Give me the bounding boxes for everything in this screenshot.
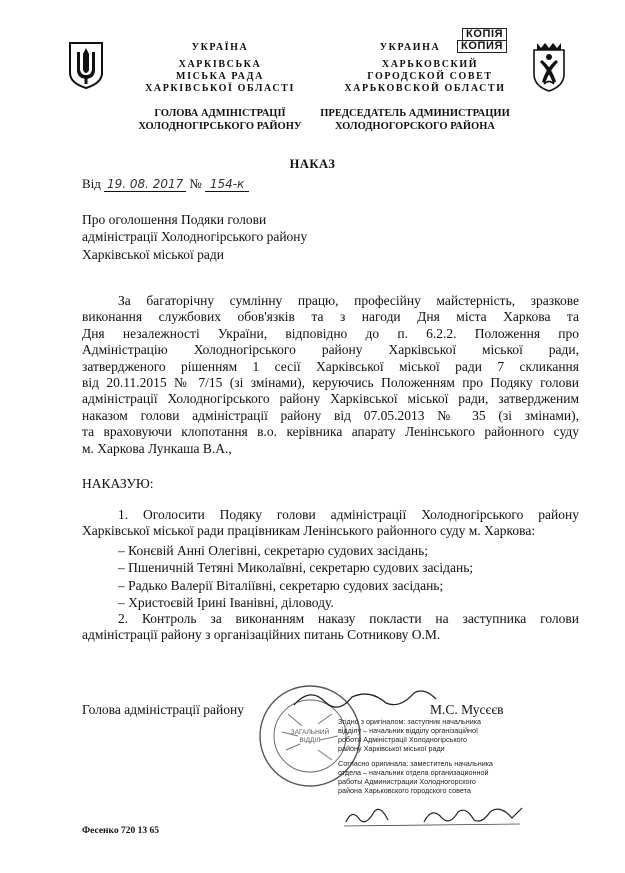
list-item: – Радько Валерії Віталіївні, секретарю судових засідань; [118,577,444,593]
date-number-line [82,176,302,194]
item2-line: адміністрації району з організаційних питань Сотникову О.М. [82,627,441,643]
preamble-line: від 20.11.2015 № 7/15 (зі змінами), керуючись Положенням про Подяку голови [82,375,579,391]
header-right-council-1: ХАРЬКОВСКИЙ [381,59,479,70]
item1-line: 1. Оголосити Подяку голови адміністрації Холодногірського району [118,507,579,522]
signature-position: Голова адміністрації району [82,702,244,717]
approval-line: работы Администрации Холодногорского [338,777,476,786]
performer-contact: Фесенко 720 13 65 [82,826,159,836]
header-left-office-2: ХОЛОДНОГІРСЬКОГО РАЙОНУ [138,121,302,132]
employees-list [118,542,558,612]
doc-type-title: НАКАЗ [289,157,336,171]
approval-line: Згідно з оригіналом: заступник начальника [338,717,482,726]
header-left-country: УКРАЇНА [191,42,249,53]
number-value: 154-к [205,177,249,192]
header-left-office-1: ГОЛОВА АДМІНІСТРАЦІЇ [154,108,286,119]
approval-line: района Харьковского городского совета [338,786,471,795]
order-item-2 [82,611,579,644]
preamble-line: затвердженого рішенням 1 сесії Харківської міської ради 7 скликання [82,358,579,374]
preamble-line: виконання службових обов'язків та з нагоди Дня міста Харкова та [82,309,579,325]
header-left-council-3: ХАРКІВСЬКОЇ ОБЛАСТІ [145,83,295,94]
subject-line: адміністрації Холодногірського району [82,229,308,245]
approval-line: району Харківської міської ради [338,744,445,753]
header-right-office-1: ПРЕДСЕДАТЕЛЬ АДМИНИСТРАЦИИ [320,108,510,119]
kharkiv-coat-of-arms-icon [528,40,570,94]
approval-stamp [328,718,524,810]
handwritten-signature-certifier [340,800,530,830]
list-item: – Конєвій Анні Олегівні, секретарю судових засідань; [118,543,428,558]
header-right-office-2: ХОЛОДНОГОРСКОГО РАЙОНА [335,121,495,132]
item1-line: Харківської міської ради працівникам Ленінського районного суду м. Харкова: [82,523,536,539]
approval-line: Согласно оригинала: заместитель начальника [338,759,494,768]
preamble-line: наказом голови адміністрації району від 07.05.2013 № 35 (зі змінами), [82,407,579,423]
trident-coat-of-arms-icon [66,40,106,90]
approval-line: роботи Адміністрації Холодногірського [338,735,467,744]
list-item: – Пшеничній Тетяні Миколаївні, секретарю судових засідань; [118,560,474,576]
subject-line: Про оголошення Подяки голови [82,212,267,227]
signature-name: М.С. Мусєєв [430,702,504,717]
header-right-council-3: ХАРЬКОВСКОЙ ОБЛАСТИ [344,83,506,94]
svg-text:ЗАГАЛЬНИЙ: ЗАГАЛЬНИЙ [290,729,330,736]
number-prefix: № [189,176,202,191]
copy-stamp-ru: КОПИЯ [457,40,507,53]
preamble-line: Адміністрацію Холодногірського району Харківської міської ради, [82,342,579,358]
preamble-line: та враховуючи клопотання в.о. керівника апарату Ленінського районного суду [82,424,579,440]
header-right-council-2: ГОРОДСКОЙ СОВЕТ [367,71,493,82]
svg-text:ВІДДІЛ: ВІДДІЛ [299,737,321,744]
order-directive-word: НАКАЗУЮ: [82,476,154,491]
approval-line: отдела – начальник отдела организационной [338,768,489,777]
date-prefix: Від [82,176,101,191]
subject-line: Харківської міської ради [82,246,225,262]
header-left-council-1: ХАРКІВСЬКА [178,59,262,70]
approval-line: відділу – начальник відділу організаційної [338,726,478,735]
header-left-council-2: МІСЬКА РАДА [176,71,264,82]
item2-line: 2. Контроль за виконанням наказу покласти на заступника голови [118,611,579,626]
order-subject [82,211,382,263]
handwritten-signature-head [290,683,440,713]
preamble-line: Дня незалежності України, відповідно до п. 6.2.2. Положення про [82,325,579,341]
order-preamble [82,293,579,457]
header-right-country: УКРАИНА [379,42,441,53]
list-item: – Христоєвій Ірині Іванівні, діловоду. [118,595,334,611]
copy-stamp-ua: КОПІЯ [462,28,507,41]
date-value: 19. 08. 2017 [104,177,186,192]
preamble-line: м. Харкова Лункаша В.А., [82,440,232,456]
order-item-1 [82,507,579,540]
preamble-line: За багаторічну сумлінну працю, професійну майстерність, зразкове [118,293,579,308]
preamble-line: адміністрації Холодногірського району Харківської міської ради, затвердженим [82,391,579,407]
